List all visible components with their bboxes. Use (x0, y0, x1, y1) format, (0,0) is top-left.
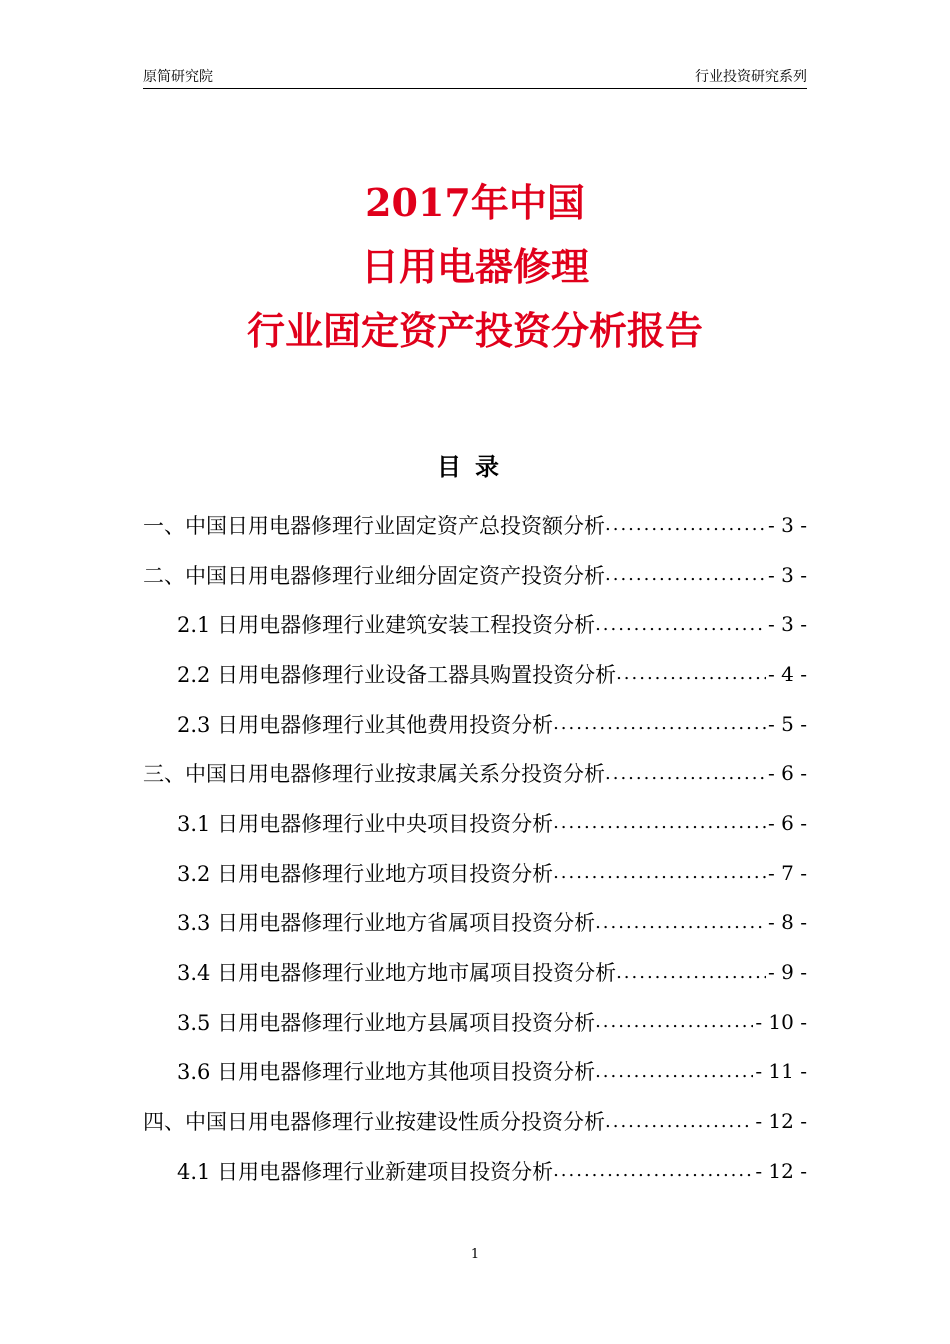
header-series: 行业投资研究系列 (695, 69, 807, 85)
toc-entry-page: - 12 - (755, 1158, 807, 1183)
toc-entry-page: - 4 - (768, 661, 807, 686)
toc-entry-label: 三、中国日用电器修理行业按隶属关系分投资分析 (143, 762, 605, 787)
toc-entry[interactable] (143, 550, 807, 600)
header-publisher: 原简研究院 (143, 69, 213, 85)
toc-leader-dots (605, 564, 766, 585)
toc-entry-page: - 3 - (768, 512, 807, 537)
report-title-line-3: 行业固定资产投资分析报告 (246, 308, 703, 353)
toc-entry[interactable] (143, 1096, 807, 1146)
toc-entry[interactable] (143, 898, 807, 948)
toc-entry-label: 3.3 日用电器修理行业地方省属项目投资分析 (177, 911, 596, 936)
toc-entry[interactable] (143, 748, 807, 798)
report-title-line-2: 日用电器修理 (360, 244, 589, 289)
toc-leader-dots (595, 1061, 753, 1082)
toc-leader-dots (595, 1011, 753, 1032)
toc-entry-page: - 8 - (768, 910, 807, 935)
toc-entry[interactable] (143, 599, 807, 649)
page-number: 1 (470, 1247, 480, 1262)
toc-entry-label: 四、中国日用电器修理行业按建设性质分投资分析 (143, 1110, 605, 1135)
toc-entry-label: 2.1 日用电器修理行业建筑安装工程投资分析 (177, 613, 596, 638)
toc-entry[interactable] (143, 500, 807, 550)
toc-leader-dots (605, 514, 766, 535)
toc-entry-label: 3.2 日用电器修理行业地方项目投资分析 (177, 861, 554, 886)
toc-leader-dots (595, 912, 766, 933)
toc-entry-label: 3.1 日用电器修理行业中央项目投资分析 (177, 811, 554, 836)
toc-entry[interactable] (143, 1047, 807, 1097)
toc-leader-dots (616, 962, 766, 983)
toc-entry-label: 二、中国日用电器修理行业细分固定资产投资分析 (143, 563, 605, 588)
toc-leader-dots (553, 862, 766, 883)
toc-entry[interactable] (143, 699, 807, 749)
toc-entry-page: - 3 - (768, 562, 807, 587)
toc-entry[interactable] (143, 947, 807, 997)
toc-entry[interactable] (143, 798, 807, 848)
toc-entry-page: - 7 - (768, 860, 807, 885)
toc-entry[interactable] (143, 649, 807, 699)
toc-leader-dots (616, 663, 766, 684)
toc-entry-page: - 9 - (768, 960, 807, 985)
toc-entry-page: - 3 - (768, 612, 807, 637)
toc-leader-dots (553, 713, 766, 734)
toc-entry-page: - 11 - (755, 1059, 807, 1084)
toc-entry-page: - 12 - (755, 1109, 807, 1134)
toc-heading: 目录 (437, 452, 513, 481)
toc-entry-page: - 6 - (768, 761, 807, 786)
toc-entry-label: 2.2 日用电器修理行业设备工器具购置投资分析 (177, 662, 617, 687)
report-title-line-1: 2017年中国 (365, 180, 585, 225)
header-divider (143, 88, 807, 89)
toc-entry-page: - 10 - (755, 1009, 807, 1034)
toc-entry-label: 3.4 日用电器修理行业地方地市属项目投资分析 (177, 961, 617, 986)
toc-entry-label: 3.5 日用电器修理行业地方县属项目投资分析 (177, 1010, 596, 1035)
page-header (143, 66, 807, 88)
toc-leader-dots (553, 1160, 753, 1181)
toc-entry[interactable] (143, 848, 807, 898)
toc-leader-dots (605, 763, 766, 784)
toc-entry-label: 一、中国日用电器修理行业固定资产总投资额分析 (143, 513, 605, 538)
toc-leader-dots (595, 614, 766, 635)
toc-leader-dots (605, 1111, 753, 1132)
table-of-contents (143, 500, 807, 1196)
toc-entry-page: - 5 - (768, 711, 807, 736)
toc-entry-page: - 6 - (768, 810, 807, 835)
toc-leader-dots (553, 812, 766, 833)
toc-entry[interactable] (143, 1146, 807, 1196)
toc-entry-label: 3.6 日用电器修理行业地方其他项目投资分析 (177, 1060, 596, 1085)
toc-entry-label: 2.3 日用电器修理行业其他费用投资分析 (177, 712, 554, 737)
toc-entry[interactable] (143, 997, 807, 1047)
toc-entry-label: 4.1 日用电器修理行业新建项目投资分析 (177, 1159, 554, 1184)
